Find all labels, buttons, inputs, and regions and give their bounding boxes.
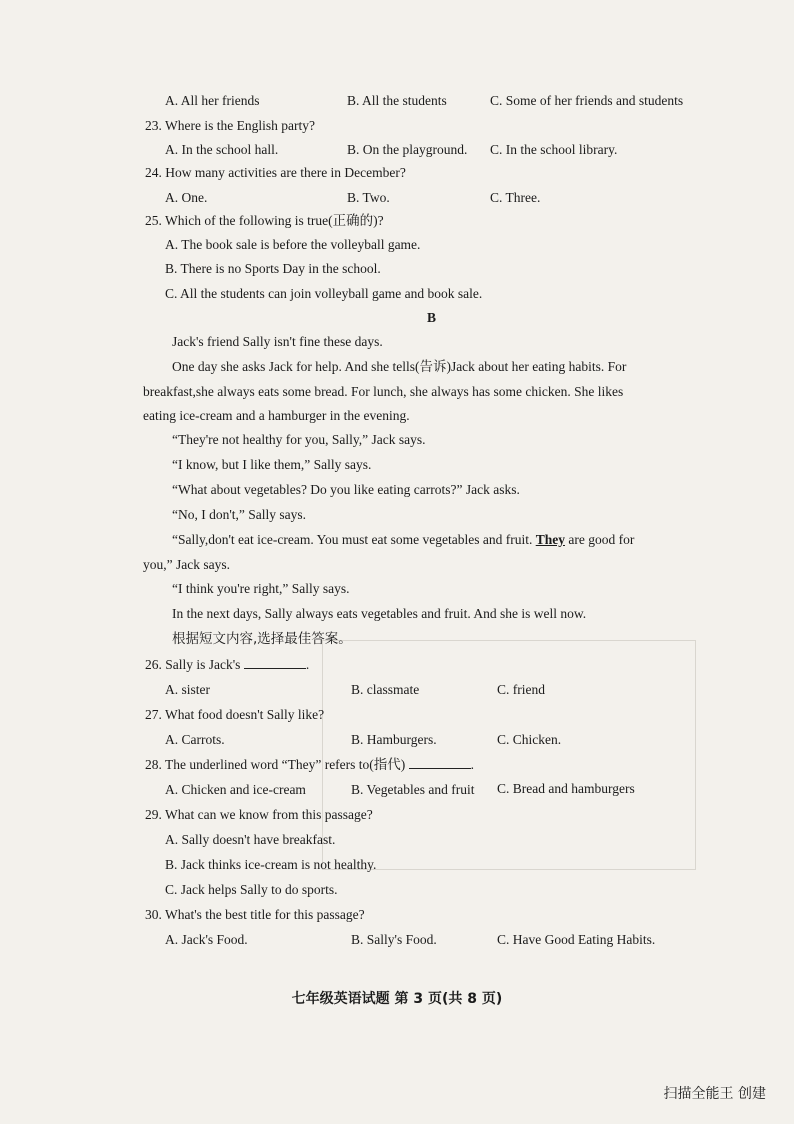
q24-option-c: C. Three. xyxy=(490,190,541,205)
q24-option-a: A. One. xyxy=(165,190,208,205)
q30-option-c: C. Have Good Eating Habits. xyxy=(497,932,656,947)
q30-option-b: B. Sally's Food. xyxy=(351,932,437,947)
q29-stem: 29. What can we know from this passage? xyxy=(145,807,373,822)
q27-stem: 27. What food doesn't Sally like? xyxy=(145,707,325,722)
q25-option-b: B. There is no Sports Day in the school. xyxy=(165,261,381,276)
passage-line: breakfast,she always eats some bread. For lunch, she always has some chicken. She likes xyxy=(143,384,624,399)
q23-stem: 23. Where is the English party? xyxy=(145,118,315,133)
q26-option-b: B. classmate xyxy=(351,682,420,697)
passage-line: “What about vegetables? Do you like eating carrots?” Jack asks. xyxy=(172,482,520,497)
section-b-heading: B xyxy=(427,310,437,325)
passage-line: In the next days, Sally always eats vegetables and fruit. And she is well now. xyxy=(172,606,587,621)
q22-option-b: B. All the students xyxy=(347,93,447,108)
answer-blank[interactable] xyxy=(409,756,471,769)
passage-line: you,” Jack says. xyxy=(143,557,230,572)
passage-text: are good for xyxy=(564,532,635,547)
q30-option-a: A. Jack's Food. xyxy=(165,932,248,947)
q27-option-a: A. Carrots. xyxy=(165,732,225,747)
passage-line: “I know, but I like them,” Sally says. xyxy=(172,457,372,472)
passage-line: eating ice-cream and a hamburger in the evening. xyxy=(143,408,410,423)
q29-option-c: C. Jack helps Sally to do sports. xyxy=(165,882,338,897)
q23-option-c: C. In the school library. xyxy=(490,142,618,157)
passage-line: “No, I don't,” Sally says. xyxy=(172,507,307,522)
answer-blank[interactable] xyxy=(244,656,306,669)
q28-stem-text: 28. The underlined word “They” refers to(指代) xyxy=(145,757,406,772)
q25-stem: 25. Which of the following is true(正确的)? xyxy=(145,213,384,228)
q23-option-a: A. In the school hall. xyxy=(165,142,279,157)
page-footer: 七年级英语试题 第 3 页(共 8 页) xyxy=(291,991,503,1007)
q22-option-a: A. All her friends xyxy=(165,93,260,108)
passage-line xyxy=(172,531,634,549)
q22-option-c: C. Some of her friends and students xyxy=(490,93,684,108)
passage-line: Jack's friend Sally isn't fine these days. xyxy=(172,334,383,349)
instruction: 根据短文内容,选择最佳答案。 xyxy=(172,631,352,647)
q26-stem-text: 26. Sally is Jack's xyxy=(145,657,241,672)
passage-text: “Sally,don't eat ice-cream. You must eat some vegetables and fruit. xyxy=(172,532,536,547)
q29-option-b: B. Jack thinks ice-cream is not healthy. xyxy=(165,857,377,872)
q28-option-c: C. Bread and hamburgers xyxy=(497,781,635,796)
q28-option-a: A. Chicken and ice-cream xyxy=(165,782,306,797)
q27-option-c: C. Chicken. xyxy=(497,732,562,747)
q23-option-b: B. On the playground. xyxy=(347,142,468,157)
q24-stem: 24. How many activities are there in December? xyxy=(145,165,406,180)
q26-stem: 26. Sally is Jack's . xyxy=(145,657,310,672)
scanner-watermark: 扫描全能王 创建 xyxy=(663,1086,766,1102)
q25-option-a: A. The book sale is before the volleyball game. xyxy=(165,237,421,252)
underlined-word: They xyxy=(535,532,565,547)
q24-option-b: B. Two. xyxy=(347,190,390,205)
passage-line: “I think you're right,” Sally says. xyxy=(172,581,350,596)
q29-option-a: A. Sally doesn't have breakfast. xyxy=(165,832,336,847)
passage-line: One day she asks Jack for help. And she tells(告诉)Jack about her eating habits. For xyxy=(172,359,627,374)
q28-stem: 28. The underlined word “They” refers to(指代) . xyxy=(145,757,475,772)
show-through-box xyxy=(322,640,696,870)
q26-option-c: C. friend xyxy=(497,682,545,697)
q30-stem: 30. What's the best title for this passage? xyxy=(145,907,365,922)
q28-option-b: B. Vegetables and fruit xyxy=(351,782,475,797)
q26-option-a: A. sister xyxy=(165,682,210,697)
passage-line: “They're not healthy for you, Sally,” Jack says. xyxy=(172,432,426,447)
q25-option-c: C. All the students can join volleyball game and book sale. xyxy=(165,286,483,301)
q27-option-b: B. Hamburgers. xyxy=(351,732,437,747)
